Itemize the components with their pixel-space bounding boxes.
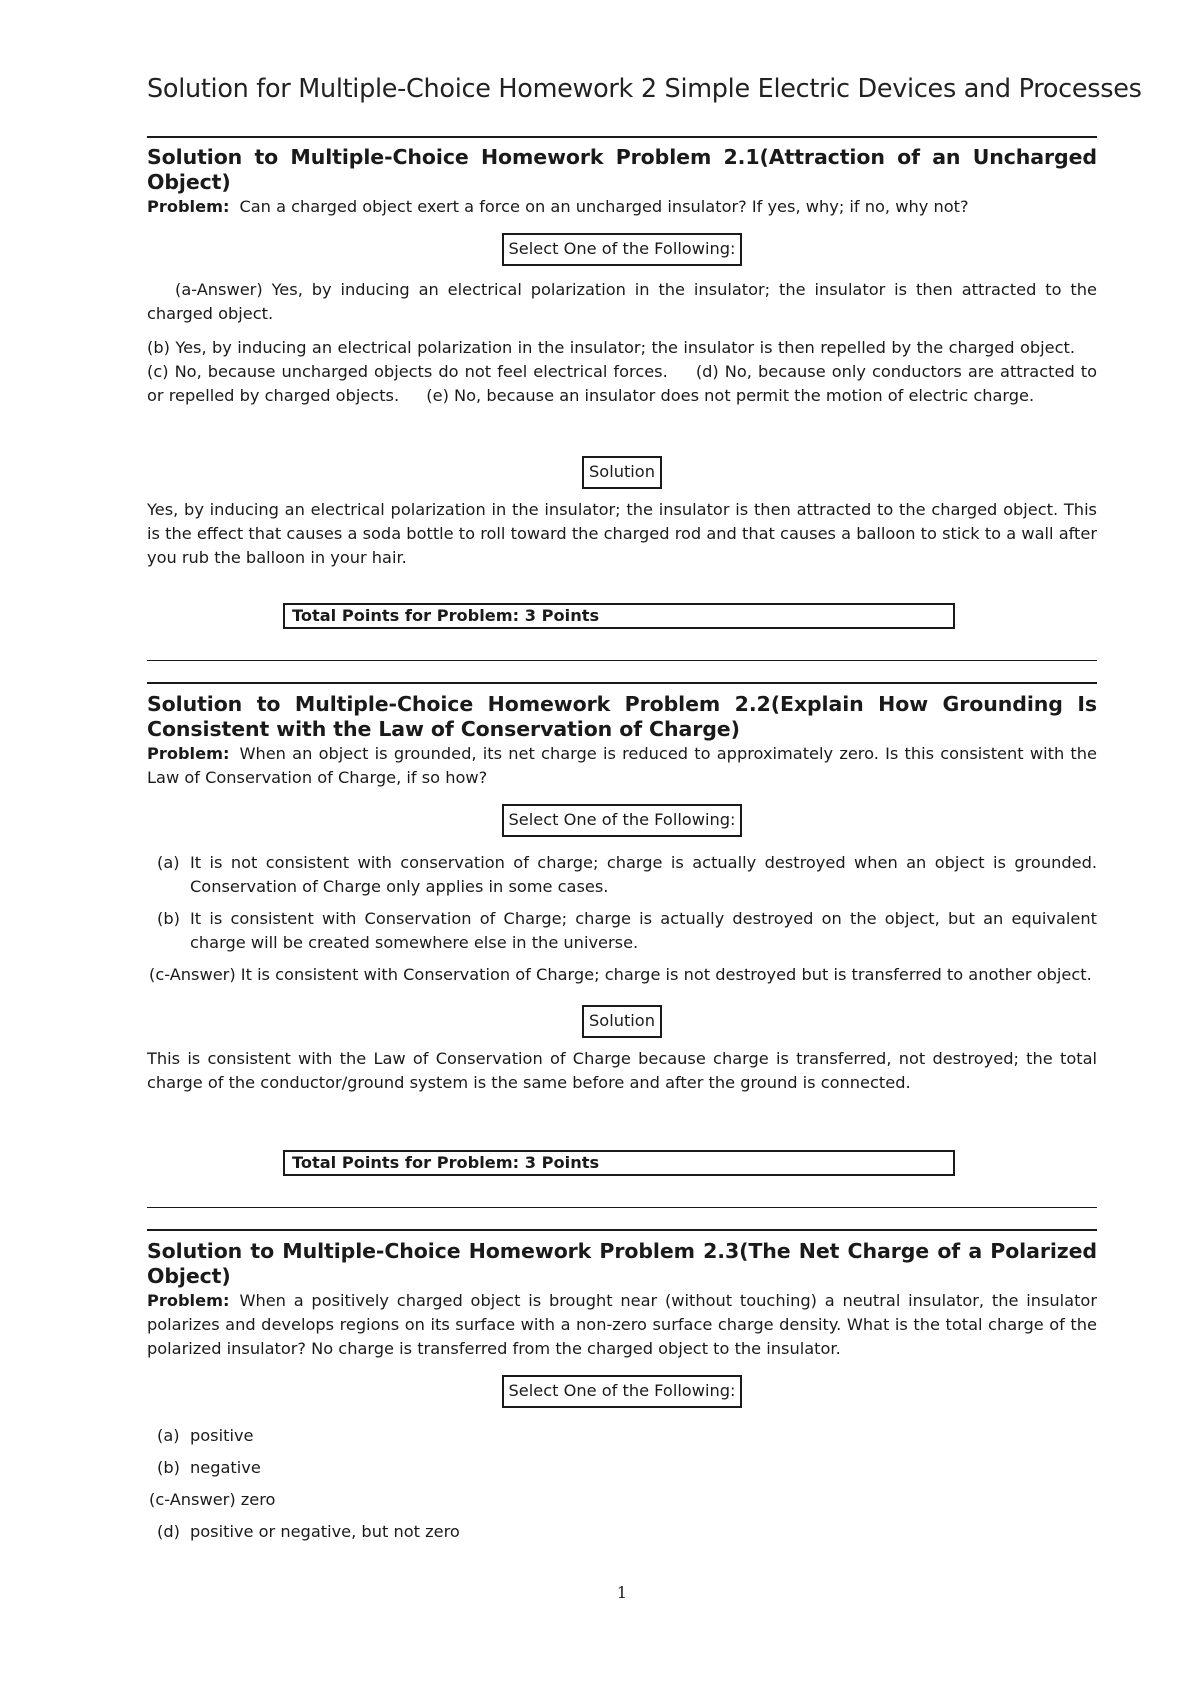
option-text: positive or negative, but not zero bbox=[190, 1522, 460, 1541]
option-text: positive bbox=[190, 1426, 254, 1445]
options-list bbox=[147, 1424, 1097, 1544]
section-rule bbox=[147, 136, 1097, 138]
problem-2-1 bbox=[147, 145, 1097, 570]
option-a bbox=[147, 1424, 1097, 1448]
solution-label-box: Solution bbox=[582, 1005, 662, 1038]
option-label: (c) bbox=[147, 362, 169, 381]
problem-label: Problem: bbox=[147, 1291, 230, 1310]
option-text: No, because uncharged objects do not feel electrical forces. bbox=[174, 362, 668, 381]
option-label: (c-Answer) bbox=[149, 965, 236, 984]
problem-text: Can a charged object exert a force on an uncharged insulator? If yes, why; if no, why not? bbox=[239, 197, 969, 216]
option-d bbox=[147, 1520, 1097, 1544]
problem-title: Solution to Multiple-Choice Homework Problem 2.3(The Net Charge of a Polarized Object) bbox=[147, 1239, 1097, 1288]
option-label: (b) bbox=[157, 1458, 180, 1477]
problem-label: Problem: bbox=[147, 197, 230, 216]
option-text: No, because only conductors are attracted to or repelled by charged objects. bbox=[147, 362, 1097, 405]
option-text: zero bbox=[240, 1490, 276, 1509]
option-text: negative bbox=[190, 1458, 261, 1477]
page-number: 1 bbox=[616, 1583, 628, 1602]
options-list bbox=[147, 278, 1097, 408]
option-label: (c-Answer) bbox=[149, 1490, 236, 1509]
section-rule bbox=[147, 660, 1097, 661]
option-b bbox=[147, 1456, 1097, 1480]
problem-title: Solution to Multiple-Choice Homework Problem 2.2(Explain How Grounding Is Consistent with the Law of Conservation of Charge) bbox=[147, 692, 1097, 741]
option-text: Yes, by inducing an electrical polarization in the insulator; the insulator is then attracted to the charged object. bbox=[147, 280, 1097, 323]
option-b bbox=[147, 907, 1097, 955]
option-e bbox=[426, 386, 1034, 405]
options-list bbox=[147, 851, 1097, 987]
section-rule bbox=[147, 1207, 1097, 1208]
solution-label-box: Solution bbox=[582, 456, 662, 489]
problem-title: Solution to Multiple-Choice Homework Problem 2.1(Attraction of an Uncharged Object) bbox=[147, 145, 1097, 194]
solution-box-wrap bbox=[147, 1005, 1097, 1038]
section-rule bbox=[147, 1229, 1097, 1231]
option-c-answer bbox=[147, 963, 1097, 987]
option-text: It is consistent with Conservation of Charge; charge is not destroyed but is transferred to another object. bbox=[240, 965, 1092, 984]
problem-label: Problem: bbox=[147, 744, 230, 763]
option-label: (a) bbox=[157, 853, 180, 872]
problem-statement bbox=[147, 742, 1097, 790]
option-a bbox=[147, 851, 1097, 899]
option-c bbox=[147, 362, 668, 381]
solution-text: Yes, by inducing an electrical polarization in the insulator; the insulator is then attracted to the charged object. This is the effect that causes a soda bottle to roll toward the charged rod and that causes a balloon to stick to a wall after you rub the balloon in your hair. bbox=[147, 500, 1097, 567]
option-c-answer bbox=[147, 1488, 1097, 1512]
select-label-box: Select One of the Following: bbox=[502, 233, 743, 266]
problem-text: When an object is grounded, its net charge is reduced to approximately zero. Is this consistent with the Law of Conservation of Charge, if so how? bbox=[147, 744, 1097, 787]
problem-statement bbox=[147, 1289, 1097, 1361]
section-rule bbox=[147, 682, 1097, 684]
option-text: It is not consistent with conservation of charge; charge is actually destroyed when an object is grounded. Conservation of Charge only applies in some cases. bbox=[190, 853, 1097, 896]
solution-box-wrap bbox=[147, 456, 1097, 489]
select-box-wrap bbox=[147, 1375, 1097, 1408]
select-label-box: Select One of the Following: bbox=[502, 1375, 743, 1408]
option-label: (a-Answer) bbox=[175, 280, 263, 299]
option-label: (d) bbox=[695, 362, 719, 381]
select-box-wrap bbox=[147, 804, 1097, 837]
option-a bbox=[147, 278, 1097, 326]
option-b bbox=[147, 338, 1075, 357]
option-label: (b) bbox=[157, 909, 180, 928]
points-box: Total Points for Problem: 3 Points bbox=[283, 1150, 955, 1176]
problem-statement bbox=[147, 195, 1097, 219]
option-text: No, because an insulator does not permit the motion of electric charge. bbox=[454, 386, 1035, 405]
points-box: Total Points for Problem: 3 Points bbox=[283, 603, 955, 629]
option-label: (b) bbox=[147, 338, 170, 357]
problem-2-3 bbox=[147, 1239, 1097, 1544]
problem-2-2 bbox=[147, 692, 1097, 1095]
problem-text: When a positively charged object is brought near (without touching) a neutral insulator, the insulator polarizes and develops regions on its surface with a non-zero surface charge density. What is the total charge of the polarized insulator? No charge is transferred from the charged object to the insulator. bbox=[147, 1291, 1097, 1358]
select-box-wrap bbox=[147, 233, 1097, 266]
solution-text: This is consistent with the Law of Conservation of Charge because charge is transferred, not destroyed; the total charge of the conductor/ground system is the same before and after the ground is connected. bbox=[147, 1049, 1097, 1092]
option-text: Yes, by inducing an electrical polarization in the insulator; the insulator is then repelled by the charged object. bbox=[175, 338, 1075, 357]
option-label: (a) bbox=[157, 1426, 180, 1445]
option-label: (d) bbox=[157, 1522, 180, 1541]
option-text: It is consistent with Conservation of Charge; charge is actually destroyed on the object, but an equivalent charge will be created somewhere else in the universe. bbox=[190, 909, 1097, 952]
option-label: (e) bbox=[426, 386, 449, 405]
select-label-box: Select One of the Following: bbox=[502, 804, 743, 837]
page-title: Solution for Multiple-Choice Homework 2 Simple Electric Devices and Processes bbox=[147, 74, 1142, 104]
